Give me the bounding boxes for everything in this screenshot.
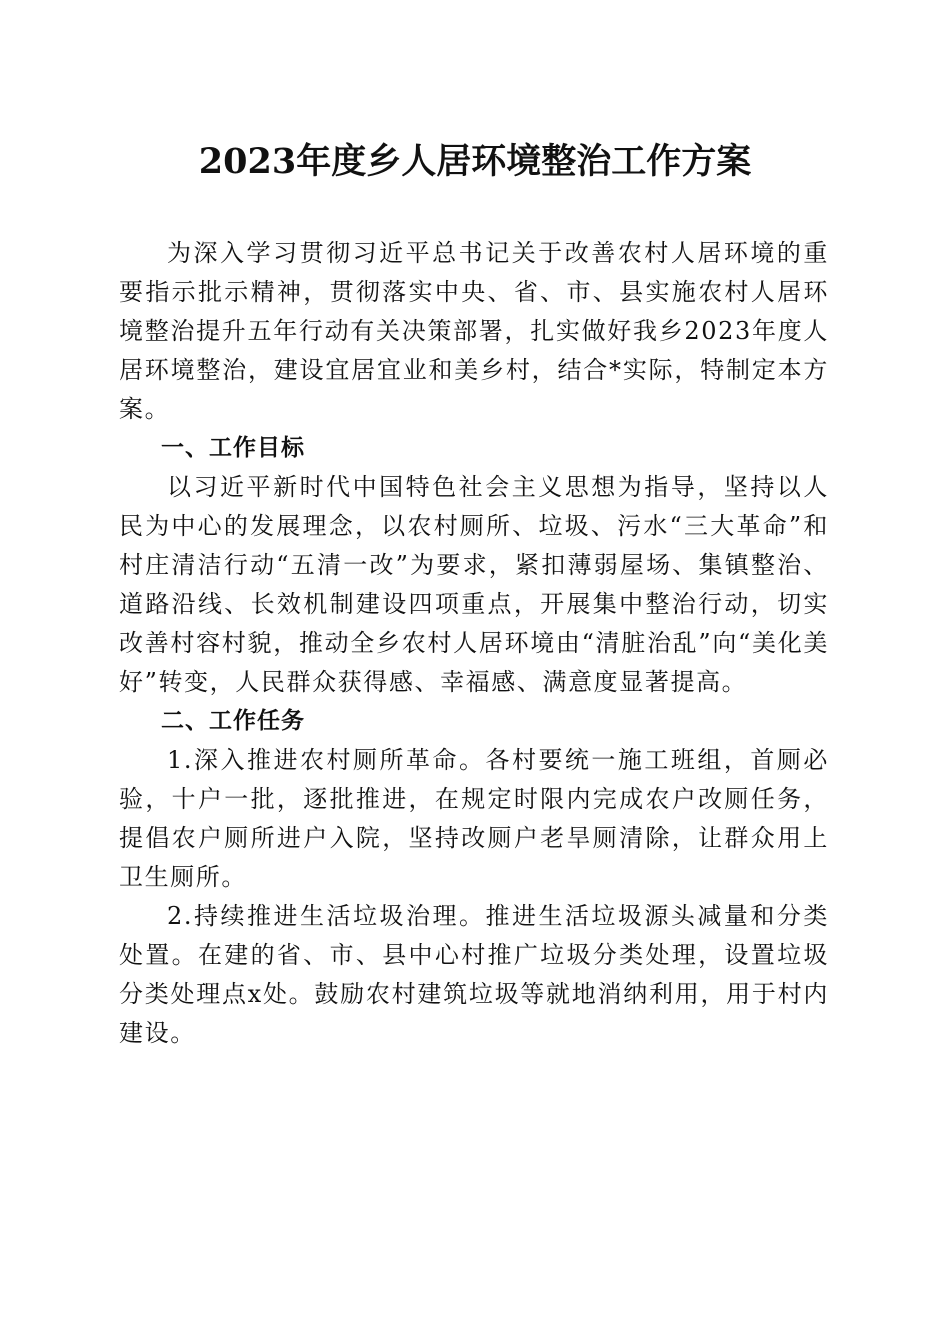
task-paragraph-toilet: 1.深入推进农村厕所革命。各村要统一施工班组，首厕必验，十户一批，逐批推进，在规定时限内完成农户改厕任务，提倡农户厕所进户入院，坚持改厕户老旱厕清除，让群众用上卫生厕所。 — [119, 746, 829, 891]
intro-paragraph: 为深入学习贯彻习近平总书记关于改善农村人居环境的重要指示批示精神，贯彻落实中央、省、市、县实施农村人居环境整治提升五年行动有关决策部署，扎实做好我乡2023年度人居环境整治，建设宜居宜业和美乡村，结合*实际，特制定本方案。 — [119, 239, 829, 423]
document-body — [119, 234, 829, 1053]
document-title: 2023年度乡人居环境整治工作方案 — [198, 141, 752, 182]
section-heading-tasks: 二、工作任务 — [161, 708, 305, 734]
goals-paragraph: 以习近平新时代中国特色社会主义思想为指导，坚持以人民为中心的发展理念，以农村厕所、垃圾、污水“三大革命”和村庄清洁行动“五清一改”为要求，紧扣薄弱屋场、集镇整治、道路沿线、长效机制建设四项重点，开展集中整治行动，切实改善村容村貌，推动全乡农村人居环境由“清脏治乱”向“美化美好”转变，人民群众获得感、幸福感、满意度显著提高。 — [119, 473, 829, 696]
task-paragraph-garbage: 2.持续推进生活垃圾治理。推进生活垃圾源头减量和分类处置。在建的省、市、县中心村推广垃圾分类处理，设置垃圾分类处理点x处。鼓励农村建筑垃圾等就地消纳利用，用于村内建设。 — [119, 902, 829, 1047]
section-heading-goals: 一、工作目标 — [161, 435, 305, 461]
